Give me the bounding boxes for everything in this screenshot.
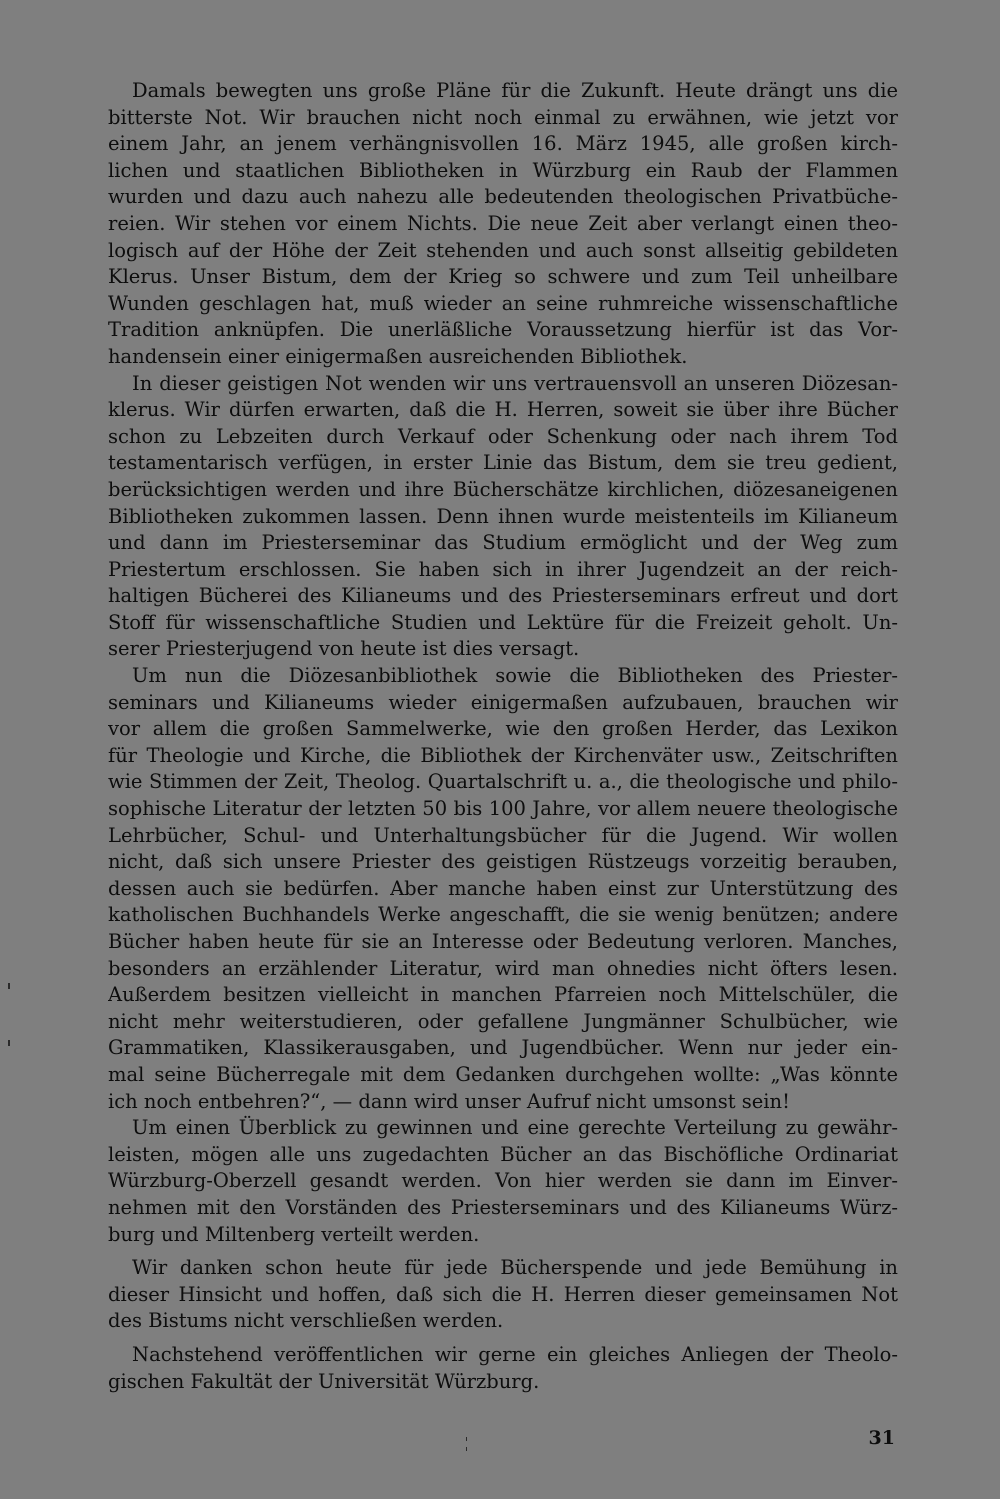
paragraph-3 <box>108 663 898 1115</box>
text-line: dessen auch sie bedürfen. Aber manche haben einst zur Unterstützung des <box>108 876 898 900</box>
text-line: Um einen Überblick zu gewinnen und eine gerechte Verteilung zu gewähr- <box>132 1116 898 1140</box>
text-line: mal seine Bücherregale mit dem Gedanken durchgehen wollte: „Was könnte <box>108 1062 898 1086</box>
paragraph-gap <box>108 1248 898 1255</box>
scan-speck <box>8 983 10 989</box>
text-line: vor allem die großen Sammelwerke, wie den großen Herder, das Lexikon <box>108 717 898 741</box>
text-line: nicht, daß sich unsere Priester des geistigen Rüstzeugs vorzeitig berauben, <box>108 850 898 874</box>
text-line: Um nun die Diözesanbibliothek sowie die Bibliotheken des Priester- <box>132 664 898 688</box>
text-line: wurden und dazu auch nahezu alle bedeutenden theologischen Privatbüche- <box>108 185 898 209</box>
text-line: lichen und staatlichen Bibliotheken in Würzburg ein Raub der Flammen <box>108 158 898 182</box>
text-line: für Theologie und Kirche, die Bibliothek der Kirchenväter usw., Zeitschriften <box>108 743 898 767</box>
text-line: Klerus. Unser Bistum, dem der Krieg so schwere und zum Teil unheilbare <box>108 265 898 289</box>
paragraph-1 <box>108 78 898 371</box>
text-line: dieser Hinsicht und hoffen, daß sich die H. Herren dieser gemeinsamen Not <box>108 1282 898 1306</box>
text-line: Würzburg-Oberzell gesandt werden. Von hier werden sie dann im Einver- <box>108 1169 898 1193</box>
text-line: Lehrbücher, Schul- und Unterhaltungsbücher für die Jugend. Wir wollen <box>108 823 898 847</box>
text-line: burg und Miltenberg verteilt werden. <box>108 1222 480 1246</box>
text-line: Bücher haben heute für sie an Interesse oder Bedeutung verloren. Manches, <box>108 930 898 953</box>
text-line: serer Priesterjugend von heute ist dies versagt. <box>108 637 580 661</box>
text-line: berücksichtigen werden und ihre Bücherschätze kirchlichen, diözesaneigenen <box>108 477 898 501</box>
text-line: testamentarisch verfügen, in erster Linie das Bistum, dem sie treu gedient, <box>108 451 898 475</box>
text-line: nehmen mit den Vorständen des Priesterseminars und des Kilianeums Würz- <box>108 1195 898 1219</box>
text-line: und dann im Priesterseminar das Studium ermöglicht und der Weg zum <box>108 531 898 555</box>
body-text <box>108 78 898 1395</box>
text-line: sophische Literatur der letzten 50 bis 100 Jahre, vor allem neuere theologische <box>108 797 898 821</box>
text-line: Außerdem besitzen vielleicht in manchen Pfarreien noch Mittelschüler, die <box>108 983 898 1007</box>
paragraph-4 <box>108 1115 898 1248</box>
text-line: gischen Fakultät der Universität Würzburg. <box>108 1369 540 1393</box>
text-line: des Bistums nicht verschließen werden. <box>108 1309 504 1333</box>
text-line: handensein einer einigermaßen ausreichenden Bibliothek. <box>108 344 688 368</box>
paragraph-6 <box>108 1342 898 1395</box>
text-line: Bibliotheken zukommen lassen. Denn ihnen wurde meistenteils im Kilianeum <box>108 504 898 528</box>
text-line: leisten, mögen alle uns zugedachten Bücher an das Bischöfliche Ordinariat <box>108 1142 898 1166</box>
paragraph-5 <box>108 1255 898 1335</box>
text-line: In dieser geistigen Not wenden wir uns vertrauensvoll an unseren Diözesan- <box>132 371 898 395</box>
text-line: bitterste Not. Wir brauchen nicht noch einmal zu erwähnen, wie jetzt vor <box>108 105 898 129</box>
text-line: haltigen Bücherei des Kilianeums und des Priesterseminars erfreut und dort <box>108 584 898 608</box>
text-line: Stoff für wissenschaftliche Studien und Lektüre für die Freizeit geholt. Un- <box>108 610 898 634</box>
text-line: Grammatiken, Klassikerausgaben, und Jugendbücher. Wenn nur jeder ein- <box>108 1036 898 1060</box>
text-line: nicht mehr weiterstudieren, oder gefallene Jungmänner Schulbücher, wie <box>108 1009 898 1033</box>
paragraph-2 <box>108 371 898 664</box>
text-line: Tradition anknüpfen. Die unerläßliche Voraussetzung hierfür ist das Vor- <box>108 318 898 342</box>
text-line: logisch auf der Höhe der Zeit stehenden und auch sonst allseitig gebildeten <box>108 238 898 262</box>
text-line: Wir danken schon heute für jede Bücherspende und jede Bemühung in <box>132 1256 898 1280</box>
text-line: Nachstehend veröffentlichen wir gerne ein gleiches Anliegen der Theolo- <box>132 1342 898 1366</box>
text-line: Damals bewegten uns große Pläne für die Zukunft. Heute drängt uns die <box>132 79 898 102</box>
scan-speck <box>466 1447 467 1451</box>
text-line: schon zu Lebzeiten durch Verkauf oder Schenkung oder nach ihrem Tod <box>108 424 898 448</box>
text-line: Priestertum erschlossen. Sie haben sich in ihrer Jugendzeit an der reich- <box>108 557 898 581</box>
text-line: einem Jahr, an jenem verhängnisvollen 16. März 1945, alle großen kirch- <box>108 132 898 156</box>
page-number: 31 <box>868 1427 895 1449</box>
scan-speck <box>8 1040 10 1046</box>
text-line: katholischen Buchhandels Werke angeschafft, die sie wenig benützen; andere <box>108 903 898 927</box>
scan-speck <box>466 1437 467 1441</box>
text-line: Wunden geschlagen hat, muß wieder an seine ruhmreiche wissenschaftliche <box>108 291 898 315</box>
text-line: seminars und Kilianeums wieder einigermaßen aufzubauen, brauchen wir <box>108 690 898 714</box>
text-line: ich noch entbehren?“, — dann wird unser Aufruf nicht umsonst sein! <box>108 1089 790 1113</box>
text-line: wie Stimmen der Zeit, Theolog. Quartalschrift u. a., die theologische und philo- <box>108 770 898 794</box>
paragraph-gap <box>108 1335 898 1342</box>
text-line: klerus. Wir dürfen erwarten, daß die H. Herren, soweit sie über ihre Bücher <box>108 398 898 422</box>
text-line: reien. Wir stehen vor einem Nichts. Die neue Zeit aber verlangt einen theo- <box>108 211 898 235</box>
text-line: besonders an erzählender Literatur, wird man ohnedies nicht öfters lesen. <box>108 956 898 980</box>
